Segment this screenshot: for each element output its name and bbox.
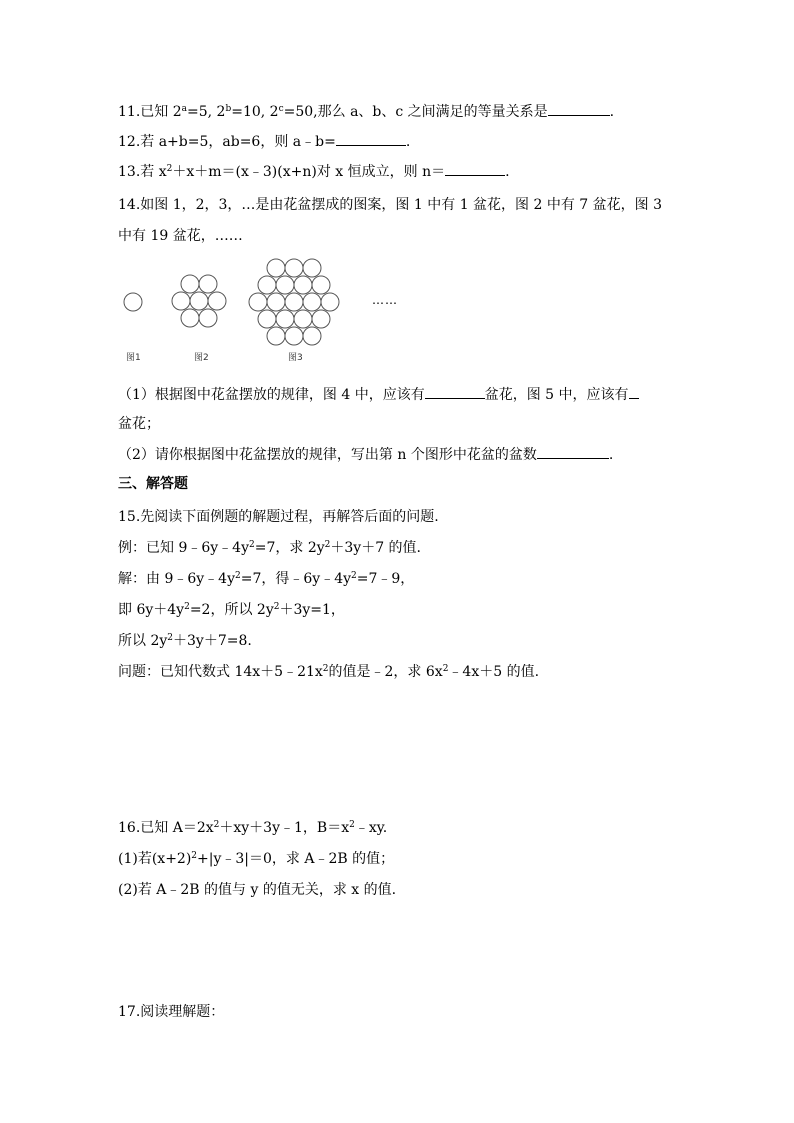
text: ＋3y＋7 的值. (330, 540, 421, 556)
exp: 2 (213, 820, 220, 830)
text: ＋3y=1， (279, 602, 345, 618)
question-16-part1 (118, 849, 394, 869)
text: 的值是﹣2，求 6x (328, 664, 443, 680)
question-12 (118, 131, 410, 152)
text: ﹣4x＋5 的值. (448, 664, 540, 680)
answer-blank[interactable] (629, 384, 639, 399)
text: =2，所以 2y (189, 602, 274, 618)
figure-3-pots (249, 259, 339, 345)
q12-text: 12.若 a+b=5，ab=6，则 a﹣b= (118, 134, 336, 150)
text: ＋3y＋7=8. (173, 633, 252, 649)
q11-text: =5, 2 (187, 104, 226, 120)
question-15-intro: 15.先阅读下面例题的解题过程，再解答后面的问题. (118, 509, 439, 525)
text: ＋xy＋3y﹣1，B＝x (219, 820, 350, 836)
question-14-line2: 中有 19 盆花，…… (118, 228, 243, 244)
q11-exp-a: a (181, 104, 187, 114)
text: 即 6y＋4y (118, 602, 185, 618)
q11-text: 11.已知 2 (118, 104, 182, 120)
exp: 2 (351, 571, 357, 581)
figure-2-pots (172, 275, 226, 327)
exp: 2 (249, 540, 255, 550)
exp: 2 (322, 664, 329, 674)
question-16-part2: (2)若 A﹣2B 的值与 y 的值无关，求 x 的值. (118, 882, 397, 898)
q12-period: . (405, 134, 411, 150)
text: =7，求 2y (254, 540, 325, 556)
exp: 2 (273, 602, 280, 612)
text: 16.已知 A＝2x (118, 820, 214, 836)
q11-exp-c: c (278, 104, 284, 114)
answer-blank[interactable] (537, 444, 609, 459)
q13-period: . (505, 164, 510, 180)
question-15-solution-2 (118, 600, 345, 620)
answer-blank[interactable] (336, 131, 406, 146)
q11-period: . (609, 104, 615, 120)
pot-circle (124, 293, 142, 311)
text: =7，得﹣6y﹣4y (240, 571, 352, 587)
text: 解：由 9﹣6y﹣4y (118, 571, 235, 587)
text: 问题：已知代数式 14x＋5﹣21x (118, 664, 323, 680)
question-11 (118, 101, 614, 122)
question-15-example (118, 538, 421, 558)
question-14-line1: 14.如图 1，2，3，…是由花盆摆成的图案，图 1 中有 1 盆花，图 2 中有 7 盆花，图 3 (118, 197, 663, 213)
q13-exp: 2 (166, 164, 173, 174)
question-14-part2 (118, 444, 613, 465)
exp: 2 (191, 851, 198, 861)
q13-text: ＋x＋m＝(x﹣3)(x+n)对 x 恒成立，则 n＝ (172, 164, 446, 180)
exp: 2 (184, 602, 190, 612)
question-15-problem (118, 662, 539, 682)
text: ﹣xy. (354, 820, 388, 836)
text: +|y﹣3|＝0，求 A﹣2B 的值； (197, 851, 395, 867)
question-14-part1 (118, 384, 639, 405)
exp: 2 (349, 820, 355, 830)
figure-2-label: 图2 (194, 353, 209, 363)
q11-text: =10, 2 (231, 104, 279, 120)
figure-3-label: 图3 (288, 353, 303, 363)
question-16 (118, 818, 387, 838)
exp: 2 (235, 571, 241, 581)
q11-exp-b: b (225, 104, 232, 114)
answer-blank[interactable] (425, 384, 485, 399)
q13-text: 13.若 x (118, 164, 167, 180)
answer-blank[interactable] (445, 161, 505, 176)
q14-p2-period: . (608, 447, 614, 463)
question-13 (118, 161, 510, 182)
text: 例：已知 9﹣6y﹣4y (118, 540, 249, 556)
text: (1)若(x+2) (118, 851, 192, 867)
flower-pot-figures (118, 255, 418, 365)
question-14-part1-cont: 盆花； (118, 416, 160, 432)
exp: 2 (442, 664, 449, 674)
q14-p1-text: （1）根据图中花盆摆放的规律，图 4 中，应该有 (118, 387, 425, 403)
figure-ellipsis: …… (372, 293, 398, 307)
section-heading: 三、解答题 (118, 476, 188, 492)
q14-p1-text: 盆花，图 5 中，应该有 (484, 387, 629, 403)
text: =7﹣9， (356, 571, 415, 587)
text: 所以 2y (118, 633, 168, 649)
question-15-solution-3 (118, 631, 252, 651)
exp: 2 (167, 633, 174, 643)
exp: 2 (324, 540, 331, 550)
question-17: 17.阅读理解题： (118, 1004, 225, 1020)
q14-p2-text: （2）请你根据图中花盆摆放的规律，写出第 n 个图形中花盆的盆数 (118, 447, 537, 463)
question-15-solution-1 (118, 569, 414, 589)
q11-text: =50,那么 a、b、c 之间满足的等量关系是 (283, 104, 548, 120)
figure-1-label: 图1 (126, 353, 141, 363)
answer-blank[interactable] (548, 101, 610, 116)
flower-pot-diagram (118, 255, 418, 365)
